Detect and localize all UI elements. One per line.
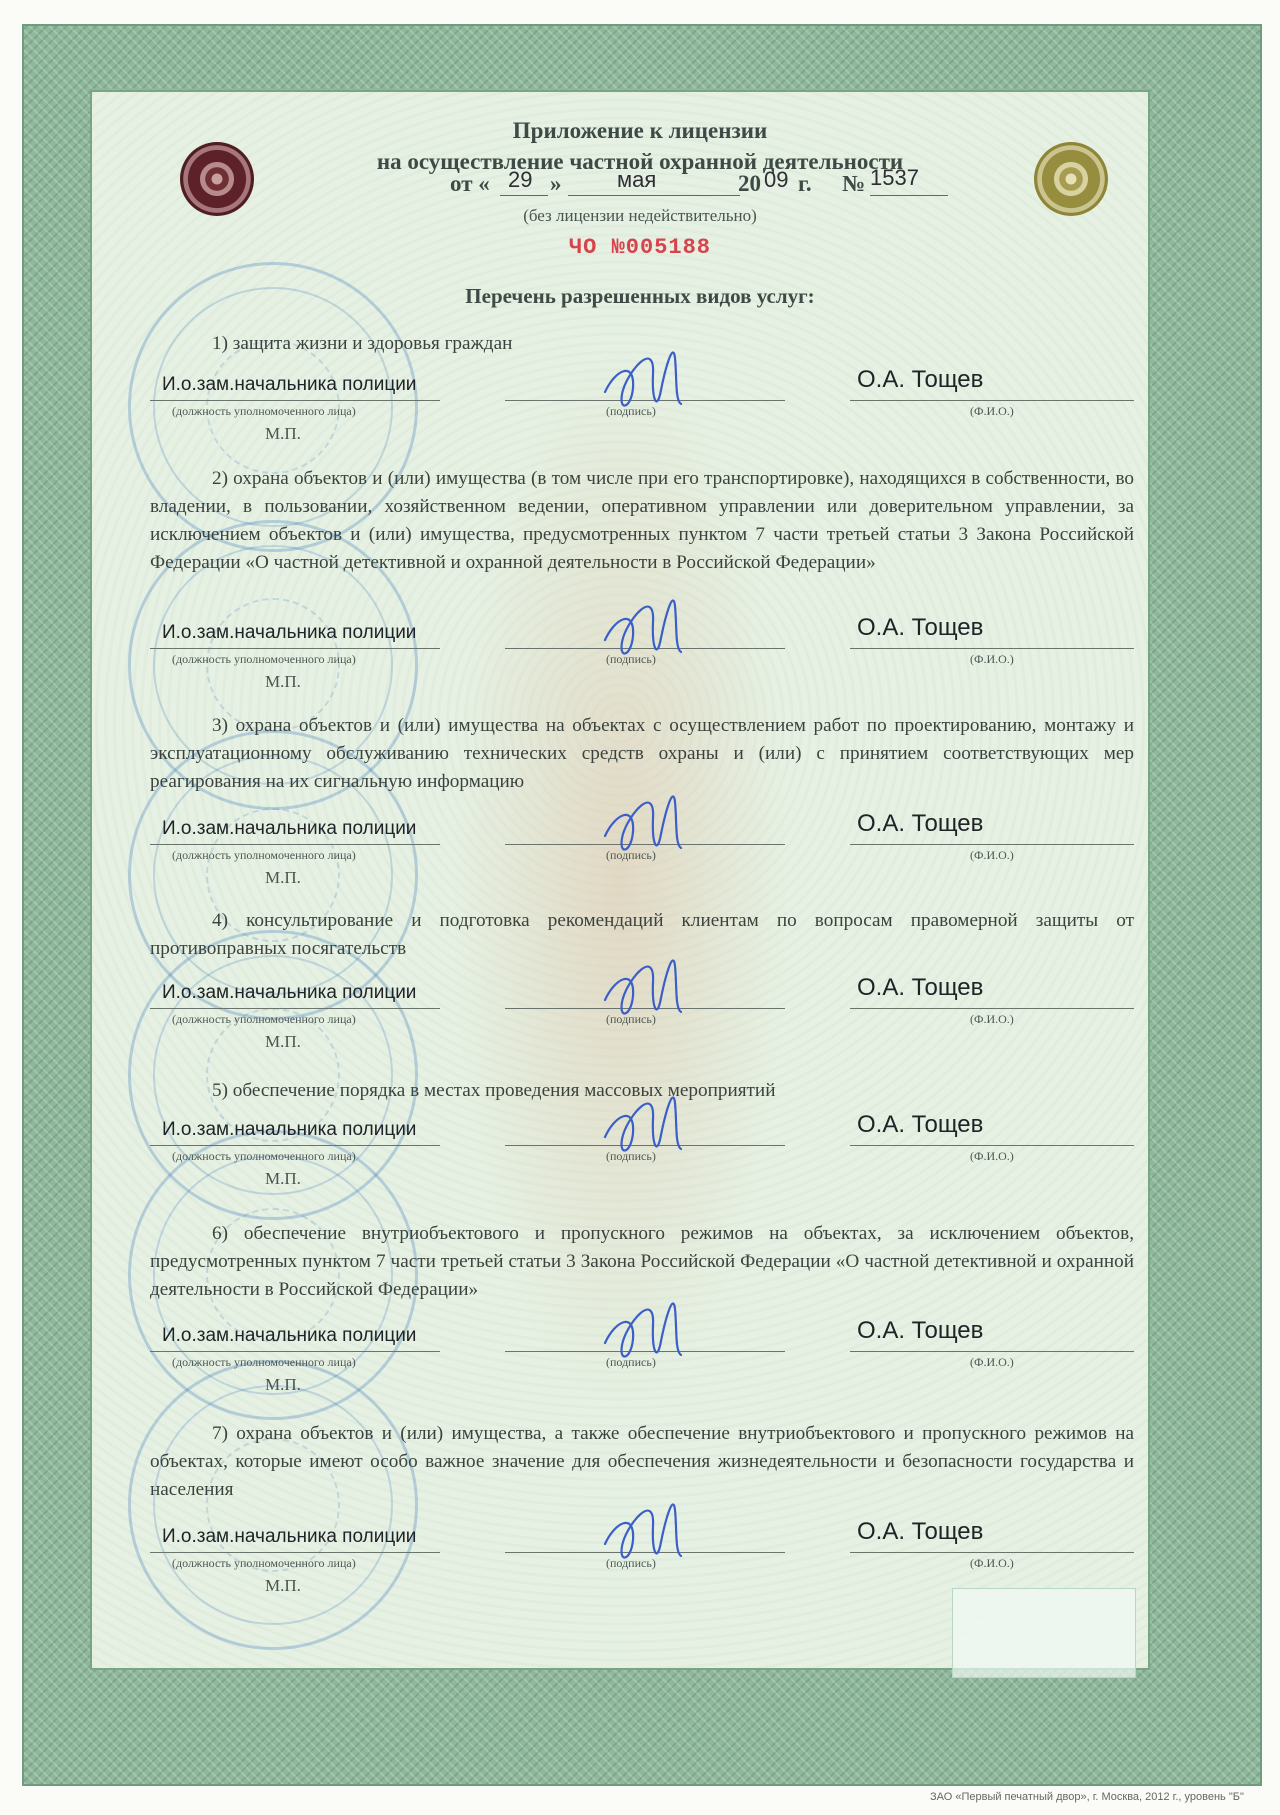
document-subtitle: на осуществление частной охранной деятельности [376, 149, 904, 174]
seal-mark: М.П. [265, 868, 301, 887]
signatory-name: О.А. Тощев [857, 1111, 984, 1138]
signatory-position: И.о.зам.начальника полиции [162, 818, 417, 839]
number-label: № [842, 171, 866, 196]
seal-mark: М.П. [265, 424, 301, 443]
signature-caption: (подпись) [606, 1149, 656, 1163]
position-caption: (должность уполномоченного лица) [172, 404, 356, 418]
signatory-name: О.А. Тощев [857, 366, 984, 393]
position-caption: (должность уполномоченного лица) [172, 1149, 356, 1163]
date-month: мая [617, 167, 657, 192]
serial-number: ЧО №005188 [568, 235, 712, 260]
printer-footer: ЗАО «Первый печатный двор», г. Москва, 2012 г., уровень "Б" [930, 1791, 1244, 1803]
handwritten-signature [595, 774, 705, 864]
validity-note: (без лицензии недействительно) [523, 206, 757, 225]
signatory-position: И.о.зам.начальника полиции [162, 1119, 417, 1140]
handwritten-signature [595, 938, 705, 1028]
name-caption: (Ф.И.О.) [970, 1149, 1014, 1163]
position-caption: (должность уполномоченного лица) [172, 848, 356, 862]
service-item: 5) обеспечение порядка в местах проведения массовых мероприятий [212, 1080, 776, 1101]
service-item: 3) охрана объектов и (или) имущества на объектах с осуществлением работ по проектированию, монтажу и эксплуатационному обслуживанию технических средств охраны и (или) с принятием соответствующих мер реагирования на их сигнальную информацию [150, 715, 1134, 792]
service-item: 2) охрана объектов и (или) имущества (в том числе при его транспортировке), находящихся в собственности, во владении, в пользовании, хозяйственном ведении, оперативном управлении или доверительном управлении, за исключением объектов и (или) имущества, предусмотренных пунктом 7 части третьей статьи 3 Закона Российской Федерации «О частной детективной и охранной деятельности в Российской Федерации» [150, 468, 1134, 573]
name-caption: (Ф.И.О.) [970, 1012, 1014, 1026]
handwritten-signature [595, 1281, 705, 1371]
seal-mark: М.П. [265, 1169, 301, 1188]
service-item: 4) консультирование и подготовка рекомендаций клиентам по вопросам правомерной защиты от противоправных посягательств [150, 910, 1134, 959]
position-caption: (должность уполномоченного лица) [172, 652, 356, 666]
handwritten-signature [595, 330, 705, 420]
name-caption: (Ф.И.О.) [970, 1556, 1014, 1570]
signatory-position: И.о.зам.начальника полиции [162, 622, 417, 643]
seal-mark: М.П. [265, 1032, 301, 1051]
date-prefix: от « [450, 171, 490, 196]
date-day: 29 [508, 167, 533, 192]
year-prefix: 20 [738, 171, 761, 196]
signature-caption: (подпись) [606, 652, 656, 666]
year-label: г. [798, 171, 812, 196]
signature-row [150, 366, 1134, 443]
service-item: 1) защита жизни и здоровья граждан [212, 333, 513, 354]
signatory-name: О.А. Тощев [857, 1317, 984, 1344]
handwritten-signature [595, 1482, 705, 1572]
signature-row [150, 974, 1134, 1051]
handwritten-signature [595, 1075, 705, 1165]
signatory-name: О.А. Тощев [857, 614, 984, 641]
position-caption: (должность уполномоченного лица) [172, 1355, 356, 1369]
name-caption: (Ф.И.О.) [970, 652, 1014, 666]
handwritten-signature [595, 578, 705, 668]
signature-caption: (подпись) [606, 848, 656, 862]
service-item: 6) обеспечение внутриобъектового и пропускного режимов на объектах, за исключением объектов, предусмотренных пунктом 7 части третьей статьи 3 Закона Российской Федерации «О частной детективной и охранной деятельности в Российской Федерации» [150, 1223, 1134, 1300]
hologram-area [952, 1588, 1136, 1678]
signatory-position: И.о.зам.начальника полиции [162, 374, 417, 395]
position-caption: (должность уполномоченного лица) [172, 1556, 356, 1570]
signatory-position: И.о.зам.начальника полиции [162, 982, 417, 1003]
signature-row [150, 1317, 1134, 1394]
seal-mark: М.П. [265, 672, 301, 691]
signature-caption: (подпись) [606, 1556, 656, 1570]
signatory-position: И.о.зам.начальника полиции [162, 1526, 417, 1547]
name-caption: (Ф.И.О.) [970, 848, 1014, 862]
signatory-position: И.о.зам.начальника полиции [162, 1325, 417, 1346]
document-title: Приложение к лицензии [512, 118, 768, 143]
position-caption: (должность уполномоченного лица) [172, 1012, 356, 1026]
signature-caption: (подпись) [606, 1355, 656, 1369]
seal-mark: М.П. [265, 1375, 301, 1394]
name-caption: (Ф.И.О.) [970, 1355, 1014, 1369]
service-item: 7) охрана объектов и (или) имущества, а также обеспечение внутриобъектового и пропускного режимов на объектах, которые имеют особо важное значение для обеспечения жизнедеятельности и безопасности государства и населения [150, 1423, 1134, 1500]
signature-row [150, 1111, 1134, 1188]
signatory-name: О.А. Тощев [857, 974, 984, 1001]
signature-caption: (подпись) [606, 404, 656, 418]
signature-row [150, 614, 1134, 691]
seal-stamp [128, 1360, 418, 1650]
name-caption: (Ф.И.О.) [970, 404, 1014, 418]
signature-row [150, 810, 1134, 887]
seal-mark: М.П. [265, 1576, 301, 1595]
signatory-name: О.А. Тощев [857, 810, 984, 837]
license-date-line [450, 167, 950, 203]
year-suffix: 09 [764, 167, 789, 192]
signature-caption: (подпись) [606, 1012, 656, 1026]
date-close-quote: » [550, 171, 562, 196]
signatory-name: О.А. Тощев [857, 1518, 984, 1545]
services-heading: Перечень разрешенных видов услуг: [465, 284, 815, 308]
signature-row [150, 1518, 1134, 1595]
license-number: 1537 [870, 165, 919, 190]
